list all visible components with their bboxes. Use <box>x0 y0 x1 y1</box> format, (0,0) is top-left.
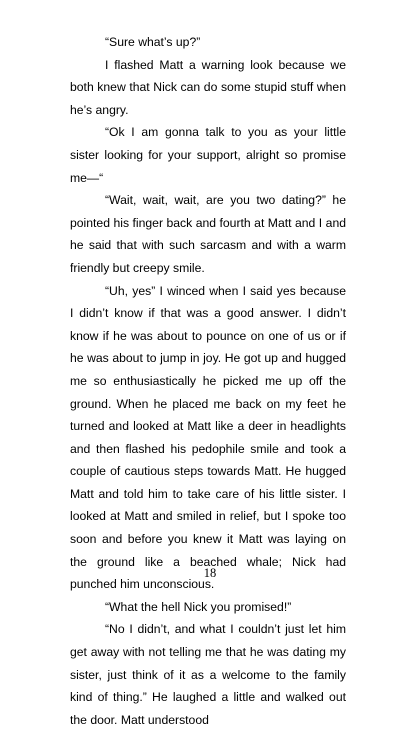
paragraph: “Sure what’s up?” <box>105 35 201 49</box>
paragraph: “Wait, wait, wait, are you two dating?” he pointed his finger back and fourth at Matt and I and he said that with such sarcasm and with a warm friendly but creepy smile. <box>70 193 346 275</box>
paragraph: “Ok I am gonna talk to you as your little sister looking for your support, alright so promise me—“ <box>70 125 346 185</box>
paragraph: “Uh, yes” I winced when I said yes because I didn’t know if that was a good answer. I didn’t know if he was about to pounce on one of us or if he was about to jump in joy. He got up and hugged me so enthusiastically he picked me up off the ground. When he placed me back on my feet he turned and looked at Matt like a deer in headlights and then flashed his pedophile smile and took a couple of cautious steps towards Matt. He hugged Matt and told him to take care of his little sister. I looked at Matt and smiled in relief, but I spoke too soon and before you knew it Matt was laying on the ground like a beached whale; Nick had punched him unconscious. <box>70 283 346 592</box>
body-text <box>70 31 346 731</box>
page-number: 18 <box>203 566 217 580</box>
paragraph: I flashed Matt a warning look because we both knew that Nick can do some stupid stuff when he’s angry. <box>70 57 346 117</box>
paragraph: “What the hell Nick you promised!” <box>105 599 292 614</box>
paragraph: “No I didn’t, and what I couldn’t just let him get away with not telling me that he was dating my sister, just think of it as a welcome to the family kind of thing.” He laughed a little and walked out the door. Matt understood <box>70 622 346 727</box>
